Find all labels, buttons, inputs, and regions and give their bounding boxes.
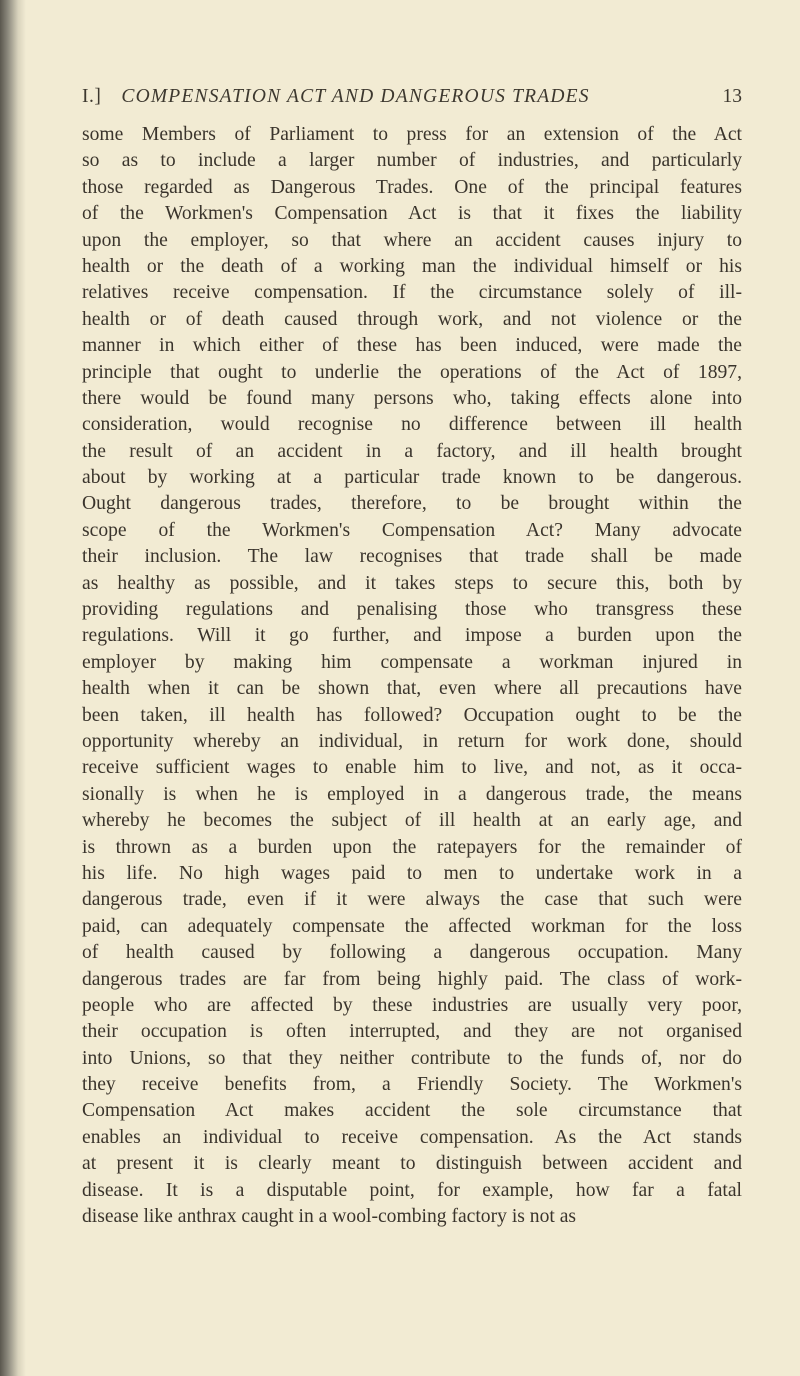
chapter-number: I.] xyxy=(82,86,102,107)
text-line: dangerous trade, even if it were always the case that such were xyxy=(82,889,742,911)
text-line: those regarded as Dangerous Trades. One of the principal features xyxy=(82,176,742,198)
page-edge-shadow xyxy=(0,0,26,1376)
running-title: COMPENSATION ACT AND DANGEROUS TRADES xyxy=(121,86,590,107)
text-line: is thrown as a burden upon the ratepayers for the remainder of xyxy=(82,836,742,858)
text-line: they receive benefits from, a Friendly Society. The Workmen's xyxy=(82,1074,742,1096)
text-line: consideration, would recognise no difference between ill health xyxy=(82,414,742,436)
text-line: whereby he becomes the subject of ill health at an early age, and xyxy=(82,810,742,832)
body-text xyxy=(82,122,742,1230)
text-line: his life. No high wages paid to men to undertake work in a xyxy=(82,862,742,884)
text-line: health or the death of a working man the individual himself or his xyxy=(82,255,742,277)
text-line: regulations. Will it go further, and impose a burden upon the xyxy=(82,625,742,647)
text-line: upon the employer, so that where an accident causes injury to xyxy=(82,229,742,251)
text-line: receive sufficient wages to enable him to live, and not, as it occa- xyxy=(82,757,742,779)
text-line: the result of an accident in a factory, and ill health brought xyxy=(82,440,742,462)
text-line: Compensation Act makes accident the sole circumstance that xyxy=(82,1100,742,1122)
text-line: employer by making him compensate a workman injured in xyxy=(82,651,742,673)
text-line: there would be found many persons who, taking effects alone into xyxy=(82,387,742,409)
text-line: their inclusion. The law recognises that trade shall be made xyxy=(82,546,742,568)
text-line: providing regulations and penalising those who transgress these xyxy=(82,599,742,621)
text-line: so as to include a larger number of industries, and particularly xyxy=(82,150,742,172)
text-line: relatives receive compensation. If the circumstance solely of ill- xyxy=(82,282,742,304)
text-line: disease. It is a disputable point, for example, how far a fatal xyxy=(82,1179,742,1201)
text-line: their occupation is often interrupted, and they are not organised xyxy=(82,1021,742,1043)
running-header xyxy=(82,86,742,116)
text-line: health when it can be shown that, even where all precautions have xyxy=(82,678,742,700)
text-line: into Unions, so that they neither contribute to the funds of, nor do xyxy=(82,1047,742,1069)
text-line: about by working at a particular trade known to be dangerous. xyxy=(82,467,742,489)
text-line: dangerous trades are far from being highly paid. The class of work- xyxy=(82,968,742,990)
text-line: principle that ought to underlie the operations of the Act of 1897, xyxy=(82,361,742,383)
text-line: opportunity whereby an individual, in return for work done, should xyxy=(82,730,742,752)
text-line: enables an individual to receive compensation. As the Act stands xyxy=(82,1126,742,1148)
text-line: paid, can adequately compensate the affected workman for the loss xyxy=(82,915,742,937)
text-line: health or of death caused through work, and not violence or the xyxy=(82,308,742,330)
text-line: Ought dangerous trades, therefore, to be brought within the xyxy=(82,493,742,515)
text-line: people who are affected by these industries are usually very poor, xyxy=(82,994,742,1016)
text-line: of health caused by following a dangerous occupation. Many xyxy=(82,942,742,964)
text-line: as healthy as possible, and it takes steps to secure this, both by xyxy=(82,572,742,594)
text-line: at present it is clearly meant to distinguish between accident and xyxy=(82,1153,742,1175)
page-number: 13 xyxy=(722,86,742,107)
text-line: scope of the Workmen's Compensation Act? Many advocate xyxy=(82,519,742,541)
text-line: disease like anthrax caught in a wool-combing factory is not as xyxy=(82,1206,577,1228)
text-line: some Members of Parliament to press for an extension of the Act xyxy=(82,124,742,145)
text-line: sionally is when he is employed in a dangerous trade, the means xyxy=(82,783,742,805)
text-line: manner in which either of these has been induced, were made the xyxy=(82,335,742,357)
text-line: been taken, ill health has followed? Occupation ought to be the xyxy=(82,704,742,726)
text-line: of the Workmen's Compensation Act is that it fixes the liability xyxy=(82,203,742,225)
